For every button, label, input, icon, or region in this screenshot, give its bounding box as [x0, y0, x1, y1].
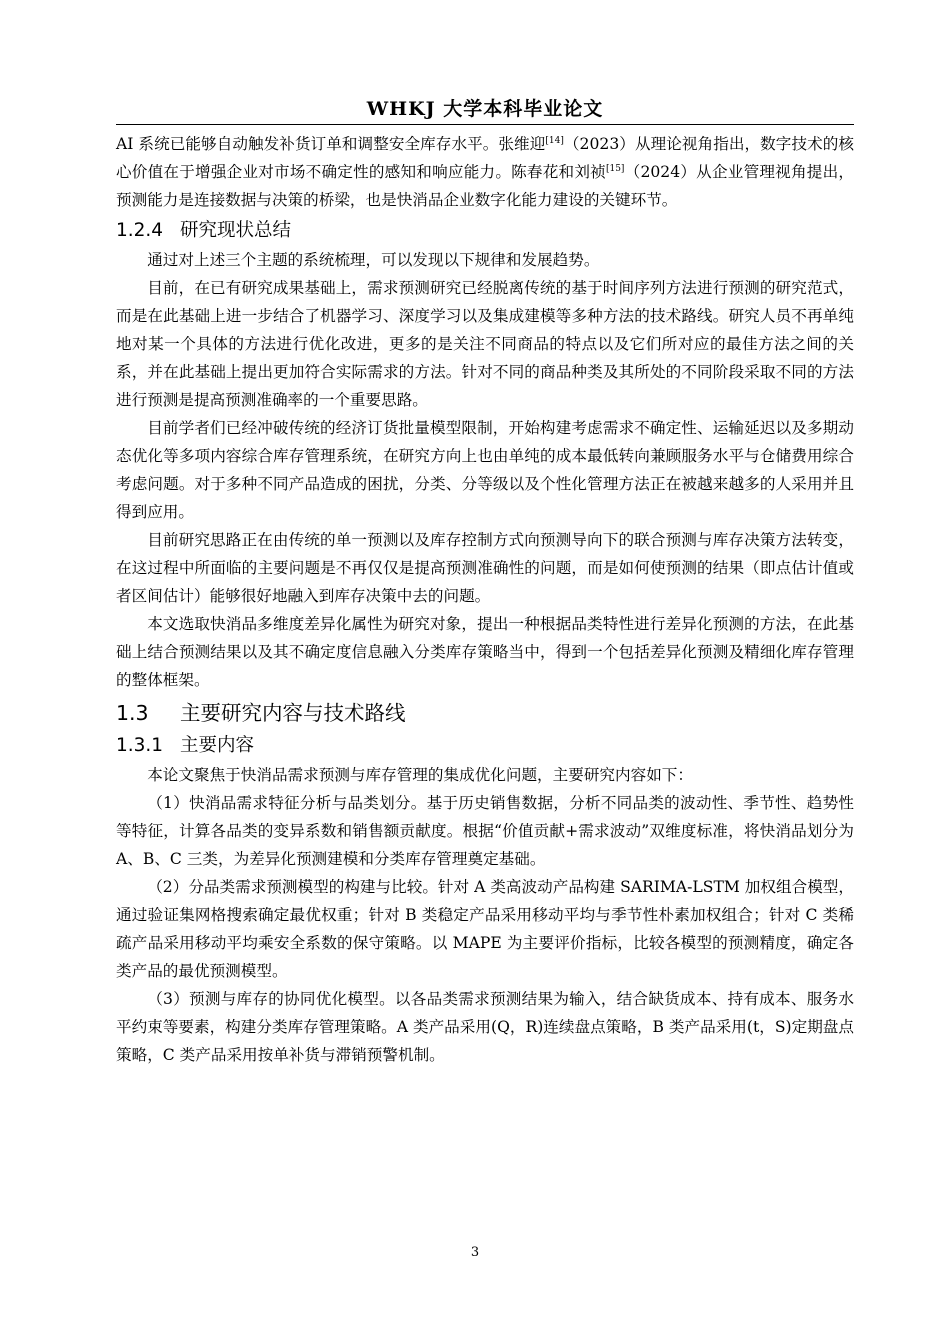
paragraph: （2）分品类需求预测模型的构建与比较。针对 A 类高波动产品构建 SARIMA-LSTM 加权组合模型，通过验证集网格搜索确定最优权重；针对 B 类稳定产品采用移动平均与季节性朴素加权组合；针对 C 类稀疏产品采用移动平均乘安全系数的保守策略。以 MAPE 为主要评价指标，比较各模型的预测精度，确定各类产品的最优预测模型。	[116, 878, 854, 980]
paragraph: （1）快消品需求特征分析与品类划分。基于历史销售数据，分析不同品类的波动性、季节性、趋势性等特征，计算各品类的变异系数和销售额贡献度。根据“价值贡献+需求波动”双维度标准，将快消品划分为 A、B、C 三类，为差异化预测建模和分类库存管理奠定基础。	[116, 794, 854, 868]
paragraph: 目前，在已有研究成果基础上，需求预测研究已经脱离传统的基于时间序列方法进行预测的研究范式，而是在此基础上进一步结合了机器学习、深度学习以及集成建模等多种方法的技术路线。研究人员不再单纯地对某一个具体的方法进行优化改进，更多的是关注不同商品的特点以及它们所对应的最佳方法之间的关系，并在此基础上提出更加符合实际需求的方法。针对不同的商品种类及其所处的不同阶段采取不同的方法进行预测是提高预测准确率的一个重要思路。	[116, 279, 854, 409]
paragraph: 本文选取快消品多维度差异化属性为研究对象，提出一种根据品类特性进行差异化预测的方法，在此基础上结合预测结果以及其不确定度信息融入分类库存策略当中，得到一个包括差异化预测及精细化库存管理的整体框架。	[116, 615, 854, 689]
citation-15: [15]	[605, 164, 625, 174]
citation-14: [14]	[545, 136, 564, 146]
running-header: WHKJ 大学本科毕业论文	[366, 98, 604, 120]
section-number: 1.2.4	[116, 220, 164, 241]
paragraph: （3）预测与库存的协同优化模型。以各品类需求预测结果为输入，结合缺货成本、持有成本、服务水平约束等要素，构建分类库存管理策略。A 类产品采用(Q，R)连续盘点策略，B 类产品采用(t，S)定期盘点策略，C 类产品采用按单补货与滞销预警机制。	[116, 990, 854, 1064]
paragraph: 目前学者们已经冲破传统的经济订货批量模型限制，开始构建考虑需求不确定性、运输延迟以及多期动态优化等多项内容综合库存管理系统，在研究方向上也由单纯的成本最低转向兼顾服务水平与仓储费用综合考虑问题。对于多种不同产品造成的困扰，分类、分等级以及个性化管理方法正在被越来越多的人采用并且得到应用。	[116, 419, 854, 521]
section-number: 1.3.1	[116, 735, 164, 756]
section-title: 研究现状总结	[180, 220, 292, 241]
header-rule	[116, 124, 854, 125]
section-heading-1-3	[116, 697, 854, 729]
paragraph: 通过对上述三个主题的系统梳理，可以发现以下规律和发展趋势。	[147, 251, 600, 269]
section-heading-1-2-4	[116, 216, 854, 245]
text-run: AI 系统已能够自动触发补货订单和调整安全库存水平。张维迎	[116, 135, 546, 153]
page-number: 3	[470, 1245, 480, 1260]
paragraph-continued	[116, 130, 854, 214]
text-run: （2024）从企业管理视角提出，预测能力是连接数据与决策的桥梁，也是快消品企业数字化能力建设的关键环节。	[116, 163, 854, 209]
section-title: 主要内容	[180, 735, 255, 756]
section-title: 主要研究内容与技术路线	[180, 701, 406, 725]
page-body	[116, 130, 854, 1069]
section-heading-1-3-1	[116, 731, 854, 760]
section-number: 1.3	[116, 701, 149, 725]
paragraph: 目前研究思路正在由传统的单一预测以及库存控制方式向预测导向下的联合预测与库存决策方法转变，在这过程中所面临的主要问题是不再仅仅是提高预测准确性的问题，而是如何使预测的结果（即点估计值或者区间估计）能够很好地融入到库存决策中去的问题。	[116, 531, 854, 605]
text-run: （2023）从理论视角指出，数字技术的核心价值在于增强企业对市场不确定性的感知和响应能力。陈春花和刘祯	[116, 135, 854, 181]
paragraph: 本论文聚焦于快消品需求预测与库存管理的集成优化问题，主要研究内容如下：	[147, 766, 693, 784]
